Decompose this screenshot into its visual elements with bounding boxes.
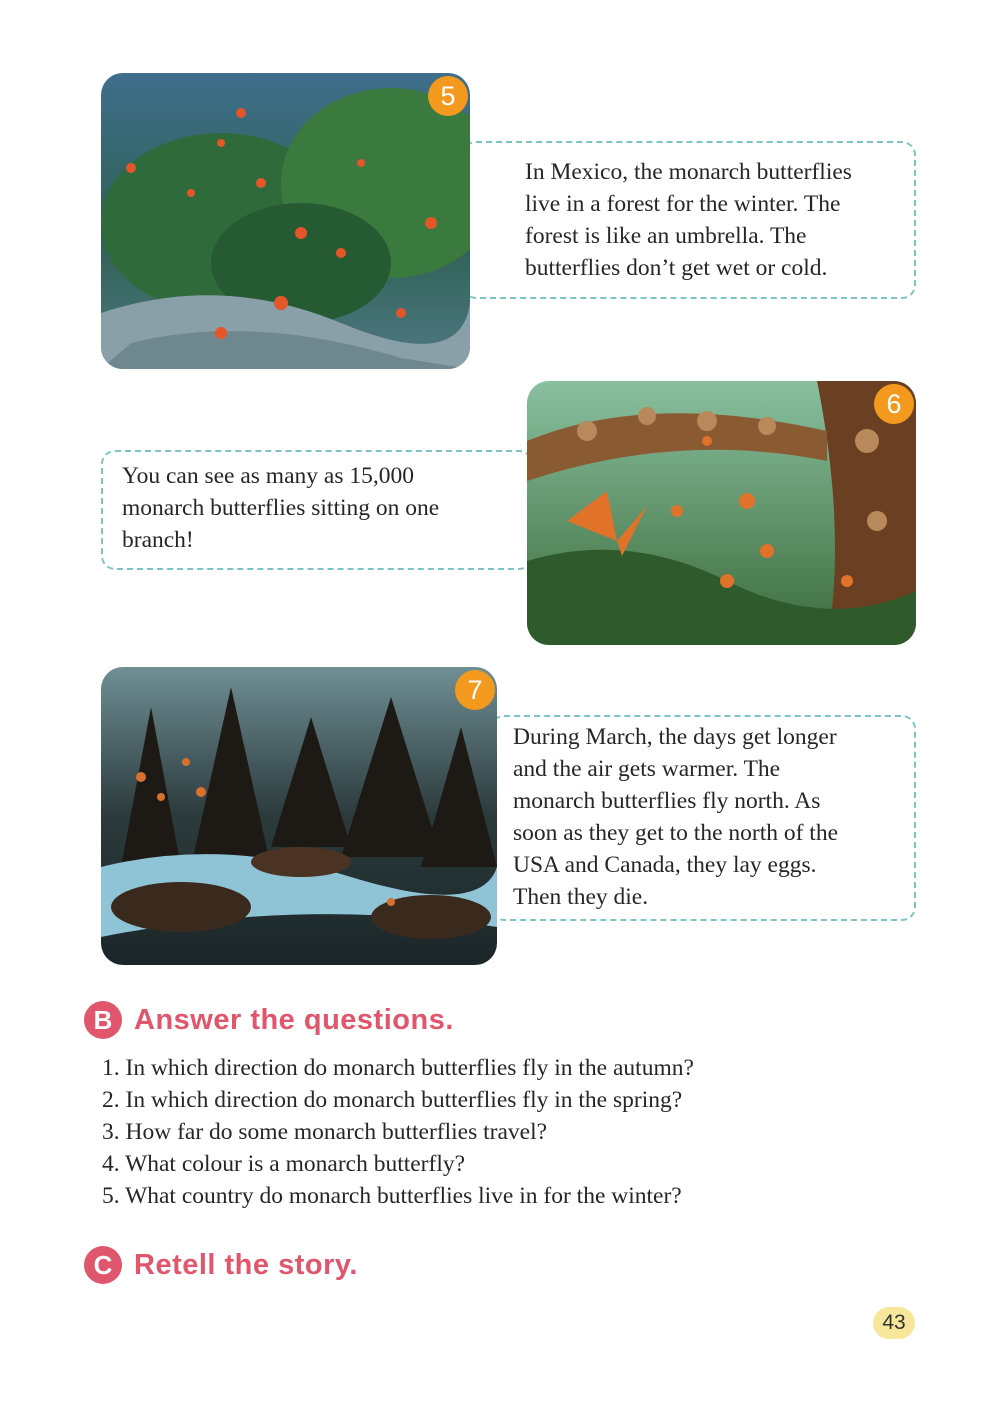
question-list [102,1052,694,1212]
question-item: 5. What country do monarch butterflies live in for the winter? [102,1183,682,1209]
text-line: forest is like an umbrella. The [525,223,807,249]
text-line: butterflies don’t get wet or cold. [525,255,828,281]
text-line: monarch butterflies fly north. As [513,788,821,814]
panel-number-badge: 7 [455,670,495,710]
text-line: During March, the days get longer [513,724,837,750]
butterflies-on-branch-illustration [527,381,916,645]
text-line: live in a forest for the winter. The [525,191,841,217]
section-b-heading [84,1001,454,1039]
panel-number-badge: 5 [428,76,468,116]
page-number: 43 [873,1307,915,1339]
text-line: You can see as many as 15,000 [122,463,414,489]
panel-number-badge: 6 [874,384,914,424]
story-text [525,156,852,284]
question-item: 2. In which direction do monarch butterflies fly in the spring? [102,1087,683,1113]
text-line: monarch butterflies sitting on one [122,495,440,521]
question-item: 4. What colour is a monarch butterfly? [102,1151,466,1177]
text-line: branch! [122,527,194,553]
story-text [122,460,439,556]
story-text [513,721,838,913]
question-item: 3. How far do some monarch butterflies travel? [102,1119,548,1145]
forest-butterflies-illustration [101,73,470,369]
section-title: Retell the story. [134,1248,358,1281]
text-line: Then they die. [513,884,649,910]
night-river-forest-illustration [101,667,497,965]
text-line: In Mexico, the monarch butterflies [525,159,852,185]
section-letter-badge: C [84,1246,122,1284]
text-line: and the air gets warmer. The [513,756,781,782]
text-line: USA and Canada, they lay eggs. [513,852,817,878]
section-letter-badge: B [84,1001,122,1039]
text-line: soon as they get to the north of the [513,820,839,846]
section-c-heading [84,1246,358,1284]
question-item: 1. In which direction do monarch butterflies fly in the autumn? [102,1055,694,1081]
section-title: Answer the questions. [134,1003,454,1036]
